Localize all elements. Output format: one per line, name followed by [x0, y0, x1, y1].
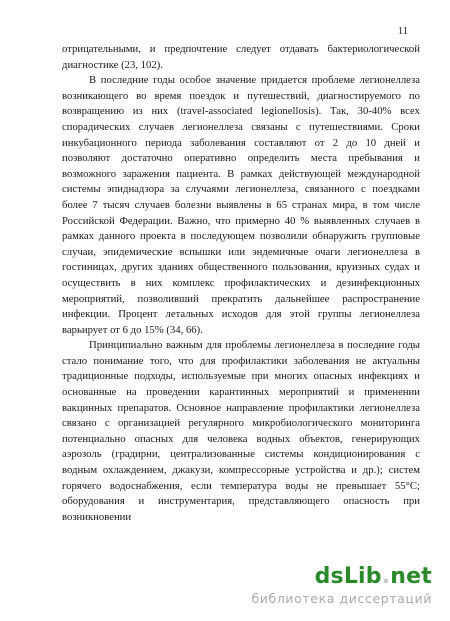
- dslib-watermark[interactable]: [222, 565, 432, 609]
- logo-part-dslib: dsLib: [314, 564, 382, 589]
- dslib-logo[interactable]: [315, 565, 432, 589]
- paragraph-2: В последние годы особое значение придается проблеме легионеллеза возникающего во время поездок и путешествий, диагностируемого по возвращению из них (travel-associated legionellosis). Так, 30-40% всех спорадических случаев легионеллеза связаны с путешествиями. Сроки инкубационного периода заболевания составляют от 2 до 10 дней и позволяют достаточно оперативно определить места пребывания и возможного заражения пациента. В рамках действующей международной системы эпиднадзора за случаями легионеллеза, связанного с поездками более 7 тысяч случаев болезни выявлены в 65 странах мира, в том числе Российской Федерации. Важно, что примерно 40 % выявленных случаев в рамках данного проекта в последующем позволили обнаружить групповые случаи, эпидемические вспышки или эндемичные очаги легионеллеза в гостиницах, других зданиях общественного пользования, круизных судах и осуществить в них комплекс профилактических и дезинфекционных мероприятий, позволивший прекратить дальнейшее распространение инфекции. Процент летальных исходов для этой группы легионеллеза варьирует от 6 до 15% (34, 66).: [62, 74, 420, 336]
- watermark-tagline: библиотека диссертаций: [251, 591, 432, 606]
- logo-part-net: net: [390, 564, 432, 589]
- paragraph-1: отрицательными, и предпочтение следует отдавать бактериологической диагностике (23, 102).: [62, 43, 420, 71]
- paragraph-3: Принципиально важным для проблемы легионеллеза в последние годы стало понимание того, что для профилактики заболевания не актуальны традиционные подходы, используемые при многих опасных инфекциях и основанные на проведении карантинных мероприятий и применении вакцинных препаратов. Основное направление профилактики легионеллеза связано с организацией регулярного микробиологического мониторинга потенциально опасных для человека водных объектов, генерирующих аэрозоль (градирни, централизованные системы кондиционирования с водным охлаждением, джакузи, компрессорные устройства и др.); систем горячего водоснабжения, если температура воды не превышает 55°С; оборудования и инструментария, представляющего опасность при возникновении: [62, 339, 420, 523]
- logo-part-dot: .: [381, 564, 391, 589]
- page-number: 11: [397, 26, 408, 37]
- body-text: [62, 42, 420, 525]
